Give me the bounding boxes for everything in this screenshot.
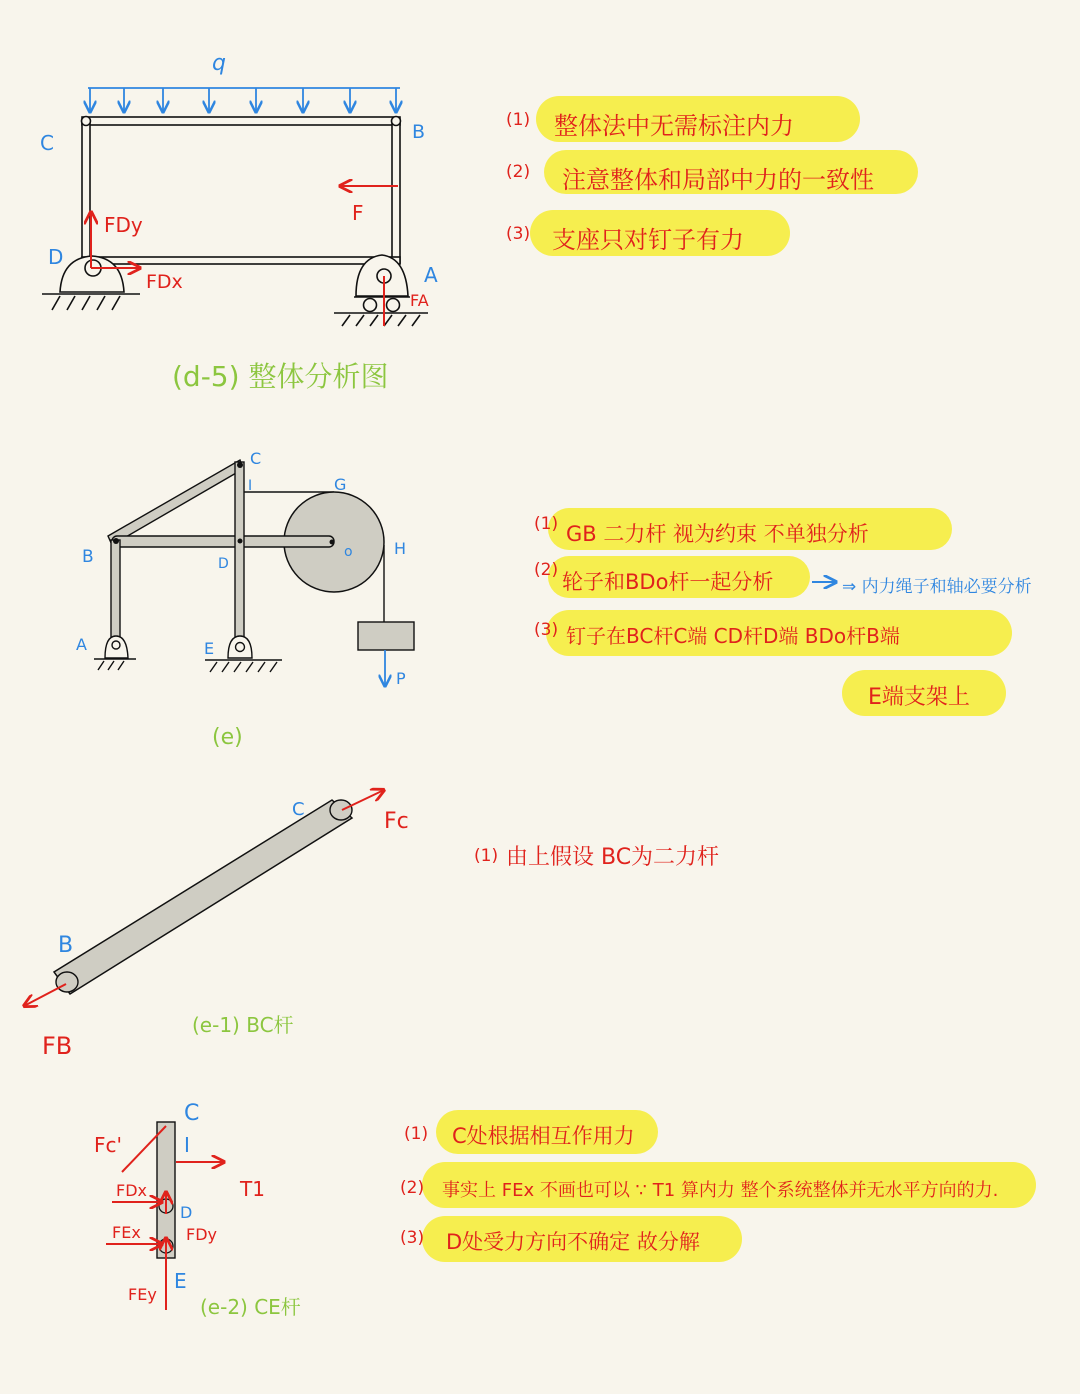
label-fex-e2: FEx xyxy=(112,1223,141,1242)
figure-e1 xyxy=(24,790,409,1060)
note-d5-2-num: (2) xyxy=(506,162,531,182)
figure-e2 xyxy=(94,1101,301,1319)
label-d: D xyxy=(48,245,64,269)
frame-d5 xyxy=(82,117,401,265)
note-d5-3: 支座只对钉子有力 xyxy=(552,226,744,254)
note-e2-2-num: (2) xyxy=(400,1178,425,1198)
label-e2-i: I xyxy=(184,1133,190,1157)
note-e-1: GB 二力杆 视为约束 不单独分析 xyxy=(566,522,869,546)
note-e1-1: 由上假设 BC为二力杆 xyxy=(506,845,720,870)
label-fdx-e2: FDx xyxy=(116,1181,147,1200)
note-e-2-extra: ⇒ 内力绳子和轴必要分析 xyxy=(842,577,1032,597)
figure-e xyxy=(76,449,414,750)
bar-ce xyxy=(235,462,244,642)
caption-e: (e) xyxy=(212,725,243,750)
note-e-1-num: (1) xyxy=(534,514,559,534)
bar-ce-e2 xyxy=(157,1122,175,1258)
label-fdy-e2: FDy xyxy=(186,1225,217,1244)
label-e2-c: C xyxy=(184,1101,200,1126)
label-e2-d: D xyxy=(180,1203,193,1222)
label-fdx: FDx xyxy=(146,271,183,293)
label-f: F xyxy=(352,201,364,225)
label-fdy: FDy xyxy=(104,213,143,237)
note-e2-1: C处根据相互作用力 xyxy=(452,1124,635,1148)
bar-bc-e1 xyxy=(54,800,352,994)
label-a: A xyxy=(424,263,438,287)
bar-ab xyxy=(111,540,120,642)
note-e2-3: D处受力方向不确定 故分解 xyxy=(446,1230,700,1254)
label-e-h: H xyxy=(394,539,407,558)
distributed-load xyxy=(88,88,400,112)
label-e1-c: C xyxy=(292,799,305,820)
caption-d5: (d-5) 整体分析图 xyxy=(172,360,389,393)
caption-e2: (e-2) CE杆 xyxy=(200,1295,301,1319)
note-d5-1-num: (1) xyxy=(506,110,531,130)
note-d5-2: 注意整体和局部中力的一致性 xyxy=(562,166,874,194)
label-e2-e: E xyxy=(174,1269,187,1293)
label-e-b: B xyxy=(82,547,94,567)
caption-e1: (e-1) BC杆 xyxy=(192,1013,294,1037)
label-fa: FA xyxy=(410,291,429,310)
label-e-o: o xyxy=(344,544,353,560)
note-d5-3-num: (3) xyxy=(506,224,531,244)
note-e1-1-num: (1) xyxy=(474,846,499,866)
weight-block xyxy=(358,622,414,650)
label-e-p: P xyxy=(396,669,406,688)
label-e-i: I xyxy=(248,478,253,494)
label-e-d: D xyxy=(218,556,229,572)
bar-bdo xyxy=(112,536,334,547)
figure-d5 xyxy=(40,51,438,393)
bar-bc xyxy=(108,460,243,545)
note-e-3-num: (3) xyxy=(534,620,559,640)
label-fb: FB xyxy=(42,1032,73,1060)
label-e1-b: B xyxy=(58,933,74,958)
note-e2-3-num: (3) xyxy=(400,1228,425,1248)
force-fb-arrow xyxy=(24,984,66,1006)
note-e-4: E端支架上 xyxy=(868,685,970,710)
label-fey-e2: FEy xyxy=(128,1285,157,1304)
note-e-2-num: (2) xyxy=(534,560,559,580)
label-e-e: E xyxy=(204,639,215,658)
label-e-g: G xyxy=(334,475,347,494)
note-e-2: 轮子和BDo杆一起分析 xyxy=(562,570,774,594)
note-e2-1-num: (1) xyxy=(404,1124,429,1144)
label-fc-prime: Fc' xyxy=(94,1133,122,1157)
label-b: B xyxy=(412,121,426,143)
label-c: C xyxy=(40,131,54,155)
force-fc-arrow xyxy=(342,790,384,810)
label-t1: T1 xyxy=(240,1177,265,1201)
label-e-a: A xyxy=(76,635,87,654)
label-e-c: C xyxy=(250,449,262,468)
label-fc: Fc xyxy=(384,809,409,834)
note-e-3: 钉子在BC杆C端 CD杆D端 BDo杆B端 xyxy=(566,624,900,648)
note-e2-2: 事实上 FEx 不画也可以 ∵ T1 算内力 整个系统整体并无水平方向的力. xyxy=(442,1180,999,1201)
note-d5-1: 整体法中无需标注内力 xyxy=(554,112,794,140)
label-q: q xyxy=(212,51,226,76)
